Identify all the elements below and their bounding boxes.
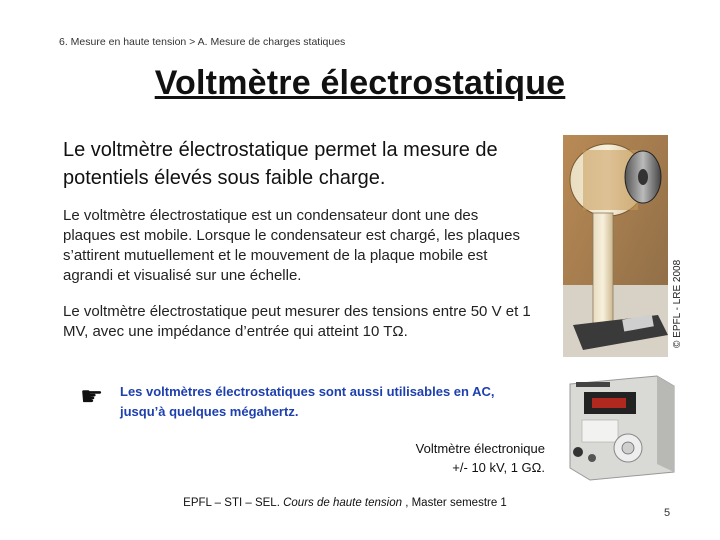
description-paragraph: Le voltmètre électrostatique est un condensateur dont une des plaques est mobile. Lorsque le condensateur est chargé, les plaques s’attirent mutuellement et le mouvement de la plaque mobile est agrandi et visualisé sur une échelle.	[63, 207, 520, 284]
caption-line-1: Voltmètre électronique	[415, 441, 545, 456]
pointing-hand-icon: ☛	[80, 381, 104, 411]
lead-paragraph: Le voltmètre électrostatique permet la mesure de potentiels élevés sous faible charge.	[63, 139, 498, 189]
footer-institution: EPFL – STI – SEL.	[183, 497, 284, 509]
slide-title: Voltmètre électrostatique	[154, 64, 566, 102]
footer	[0, 497, 690, 509]
electrostatic-voltmeter-photo	[563, 135, 668, 357]
page-number: 5	[664, 507, 671, 519]
footer-semester: , Master semestre 1	[402, 497, 507, 509]
photo-caption	[360, 439, 545, 477]
breadcrumb: 6. Mesure en haute tension > A. Mesure de charges statiques	[59, 36, 346, 48]
footer-course: Cours de haute tension	[283, 497, 403, 509]
electronic-voltmeter-photo	[562, 372, 680, 484]
range-paragraph: Le voltmètre électrostatique peut mesurer des tensions entre 50 V et 1 MV, avec une impédance d’entrée qui atteint 10 TΩ.	[63, 303, 531, 340]
caption-line-2: +/- 10 kV, 1 GΩ.	[452, 460, 545, 475]
note-text: Les voltmètres électrostatiques sont aussi utilisables en AC, jusqu’à quelques mégahertz.	[120, 384, 495, 419]
copyright-notice: © EPFL - LRE 2008	[672, 259, 683, 348]
